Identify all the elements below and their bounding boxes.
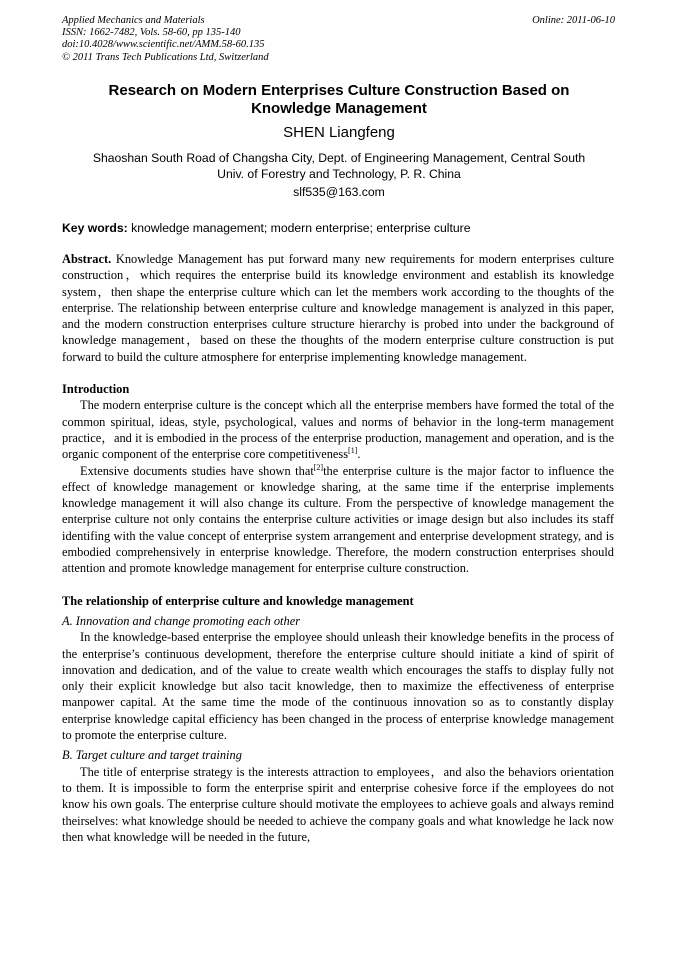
citation-2: [2] xyxy=(313,462,324,472)
subsection-b-paragraph: The title of enterprise strategy is the interests attraction to employees，and also the behaviors orientation to them. It is impossible to form the enterprise spirit and enterprise cohesive force if the employees do not know his own goals. The enterprise culture should motivate the employees to achieve goals and always remind theirselves: what knowledge should be needed to achieve the company goals and what knowledge he lack now then what knowledge will be needed in the future, xyxy=(62,764,614,844)
abstract-text: Knowledge Management has put forward many new requirements for modern enterprises culture construction，which requires the enterprise build its knowledge environment and establish its knowledge system，then shape the enterprise culture which can let the members work according to the thoughts of the enterprise. The relationship between enterprise culture and knowledge management is analyzed in this paper, and the modern construction enterprises culture structure hierarchy is probed into under the background of knowledge management，based on these the thoughts of the modern enterprise culture construction is put forward to build the culture atmosphere for enterprise implementing knowledge management. xyxy=(62,252,614,364)
paper-body xyxy=(62,251,614,845)
keywords xyxy=(62,220,616,236)
author-email: slf535@163.com xyxy=(293,185,385,199)
paper-title xyxy=(70,82,608,118)
subsection-a-paragraph: In the knowledge-based enterprise the employee should unleash their knowledge benefits in the process of the enterprise’s continuous development, therefore the enterprise culture should initiate a kind of spirit of innovation and dedication, and of the value to create wealth which encourages the staffs to display fully not only their explicit knowledge but also tacit knowledge, then to maximize the effectiveness of enterprise manpower capital. At the same time the mode of the continuous innovation so as to constantly display enterprise knowledge capital efficiency has been changed in the process of enterprise knowledge management to promote the enterprise culture. xyxy=(62,630,614,743)
journal-header xyxy=(62,15,269,64)
intro-paragraph-2-rest: the enterprise culture is the major factor to influence the effect of knowledge management or knowledge sharing, at the same time if the enterprise implements knowledge management it will also change its culture. From the perspective of knowledge management the enterprise culture not only contains the enterprise culture activities or image design but also includes its staff identifing with the value concept of enterprise system arrangement and enterprise development strategy, and is embodied comprehensively in enterprise knowledge. Therefore, the modern construction enterprises should attention and promote knowledge management for enterprise culture construction. xyxy=(62,463,614,576)
intro-paragraph-1-text: The modern enterprise culture is the concept which all the enterprise members have formed the total of the common spiritual, ideas, style, psychological, values and norms of behavior in the long-term management practice，and it is embodied in the process of the enterprise production, management and operation, and is the organic component of the enterprise core competitiveness xyxy=(62,398,614,462)
section-heading-introduction: Introduction xyxy=(62,382,130,397)
journal-copyright: © 2011 Trans Tech Publications Ltd, Switzerland xyxy=(62,51,269,63)
subsection-heading-b: B. Target culture and target training xyxy=(62,748,242,763)
keywords-text: knowledge management; modern enterprise; enterprise culture xyxy=(131,221,471,235)
section-heading-relationship: The relationship of enterprise culture and knowledge management xyxy=(62,593,414,608)
journal-doi: doi:10.4028/www.scientific.net/AMM.58-60.135 xyxy=(62,39,265,51)
paper-title-line-1: Research on Modern Enterprises Culture Construction Based on xyxy=(108,82,570,99)
journal-issn: ISSN: 1662-7482, Vols. 58-60, pp 135-140 xyxy=(62,27,241,39)
journal-name: Applied Mechanics and Materials xyxy=(62,15,205,26)
paper-title-line-2: Knowledge Management xyxy=(251,100,427,117)
subsection-heading-a: A. Innovation and change promoting each other xyxy=(62,613,301,628)
citation-1: [1] xyxy=(348,446,358,456)
intro-paragraph-1 xyxy=(62,397,614,462)
abstract-label: Abstract. xyxy=(62,252,112,266)
abstract xyxy=(62,251,614,365)
author-name: SHEN Liangfeng xyxy=(283,124,395,141)
intro-paragraph-1-end: . xyxy=(357,447,361,462)
intro-paragraph-2 xyxy=(62,463,614,577)
online-date: Online: 2011-06-10 xyxy=(532,15,615,26)
keywords-label: Key words: xyxy=(62,221,128,235)
author-affiliation: Shaoshan South Road of Changsha City, Dept. of Engineering Management, Central South Univ. of Forestry and Technology, P. R. China xyxy=(92,151,586,181)
intro-paragraph-2-start: Extensive documents studies have shown that xyxy=(80,463,314,478)
